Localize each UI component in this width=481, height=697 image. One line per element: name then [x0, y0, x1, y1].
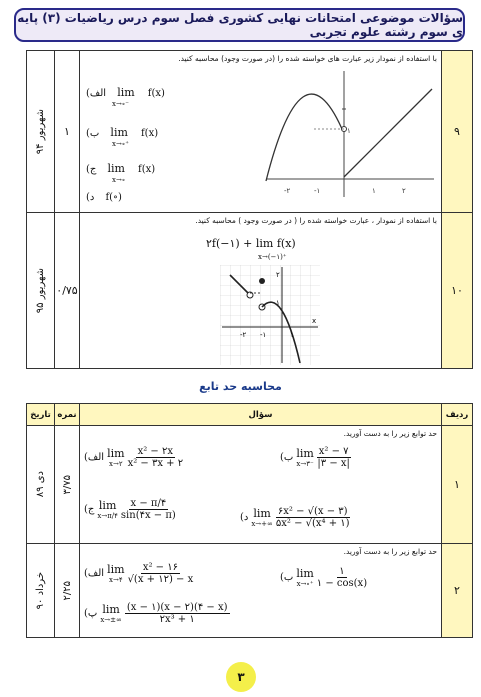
limit-sub: x→۴	[109, 576, 123, 584]
questions-table-2	[26, 403, 473, 638]
numerator: ۱	[339, 566, 345, 577]
part-label: (ب	[86, 128, 100, 139]
denominator: |۳ − x|	[317, 458, 350, 469]
part-label: (ج	[86, 164, 97, 175]
question-cell	[80, 426, 442, 544]
function-graph	[220, 265, 320, 365]
limit-word: lim	[296, 447, 314, 460]
denominator: ۵x² − √(x⁴ + ۱)	[275, 518, 350, 529]
part-b	[280, 446, 351, 469]
score-text: ۲/۲۵	[61, 580, 73, 601]
tick-label: -۱	[314, 187, 321, 195]
question-cell	[80, 51, 442, 213]
limit-word: lim	[107, 563, 125, 576]
numerator: (x − ۱)(x − ۲)(۴ − x)	[126, 602, 228, 613]
table-row	[27, 426, 473, 544]
numerator: x² − ۱۶	[142, 562, 178, 573]
limit-word: lim	[110, 126, 128, 139]
limit-word: lim	[296, 567, 314, 580]
part-c	[84, 498, 176, 521]
tick-label: -۲	[284, 187, 291, 195]
numerator: x² − ۲x	[137, 446, 174, 457]
score-cell	[55, 426, 80, 544]
part-a	[84, 446, 183, 469]
page-number: ۳	[226, 662, 256, 692]
table-row	[27, 544, 473, 638]
question-cell	[80, 544, 442, 638]
limit-sub: x→∘	[112, 176, 126, 184]
y-tick: ۲	[276, 271, 280, 279]
page-title: سؤالات موضوعی امتحانات نهایی کشوری فصل سوم درس ریاضیات (۳) پایه ی سوم رشته علوم تجربی	[14, 8, 465, 42]
limit-sub: x→∘⁺	[296, 580, 314, 588]
question-text: با استفاده از نمودار زیر عبارت های خواسته شده را (در صورت وجود) محاسبه کنید.	[178, 54, 437, 63]
question-cell	[80, 213, 442, 369]
x-tick: ۱	[290, 331, 294, 339]
part-d	[240, 506, 350, 529]
header-score: نمره	[55, 404, 80, 426]
score-cell	[55, 544, 80, 638]
part-label: (الف	[86, 88, 107, 99]
denominator: sin(۴x − π)	[120, 510, 176, 521]
limit-word: lim	[98, 499, 117, 512]
header-date: تاریخ	[27, 404, 55, 426]
score-cell: ۰/۷۵	[55, 213, 80, 369]
limit-sub: x→∘⁺	[112, 140, 129, 148]
part-label: (د	[240, 512, 249, 523]
date-text: شهریور ۹۵	[35, 267, 46, 314]
part-label: (پ	[84, 608, 98, 619]
f-of-zero: f(∘)	[105, 192, 122, 203]
limit-word: lim	[107, 447, 125, 460]
x-axis-label: x	[312, 317, 317, 325]
part-a	[84, 562, 193, 585]
part-label: (ب	[280, 452, 294, 463]
denominator: x² − ۳x + ۲	[127, 458, 184, 469]
limit-word: lim	[253, 507, 271, 520]
table-row	[27, 213, 473, 369]
denominator: ۱ − cos(x)	[316, 578, 368, 589]
row-number: ۹	[442, 51, 473, 213]
expression-sub: x→(−۱)⁺	[258, 253, 287, 261]
part-label: (الف	[84, 452, 105, 463]
header-row: ردیف	[442, 404, 473, 426]
date-text: دی ۸۹	[35, 471, 46, 498]
question-text: حد توابع زیر را به دست آورید.	[343, 547, 437, 556]
date-cell	[27, 544, 55, 638]
table-header	[27, 404, 473, 426]
row-number: ۱	[442, 426, 473, 544]
y-tick: ۱	[276, 299, 280, 307]
section-title: محاسبه حد تابع	[199, 380, 282, 393]
denominator: ۲x³ + ۱	[159, 614, 195, 625]
table-row	[27, 51, 473, 213]
part-c	[86, 157, 206, 184]
x-tick: -۲	[240, 331, 247, 339]
limit-sub: x→∘⁻	[112, 100, 129, 108]
questions-table-1	[26, 50, 473, 369]
date-text: شهریور ۹۴	[35, 108, 46, 155]
part-c	[84, 602, 230, 625]
question-text: حد توابع زیر را به دست آورید.	[343, 429, 437, 438]
part-a	[86, 81, 206, 108]
part-b	[280, 566, 367, 589]
y-label: ۱	[347, 127, 351, 135]
limit-word: lim	[107, 162, 125, 175]
date-cell	[27, 426, 55, 544]
limit-sub: x→۲	[109, 460, 123, 468]
function-graph	[256, 69, 436, 199]
fx: f(x)	[140, 128, 159, 139]
limit-word: lim	[102, 603, 120, 616]
part-label: (ب	[280, 572, 294, 583]
tick-label: ۱	[372, 187, 376, 195]
x-tick: -۱	[260, 331, 267, 339]
numerator: ۶x² − √(x − ۳)	[277, 506, 348, 517]
expression: ۲f(−۱) + lim f(x)	[206, 237, 296, 250]
numerator: x² − ۷	[318, 446, 349, 457]
numerator: x − π/۴	[130, 498, 167, 509]
date-cell	[27, 51, 55, 213]
header-question: سؤال	[80, 404, 442, 426]
limit-sub: x→π/۴	[97, 512, 118, 520]
score-cell: ۱	[55, 51, 80, 213]
limit-sub: x→±∞	[100, 616, 122, 624]
part-label: (الف	[84, 568, 105, 579]
date-text: خرداد ۹۰	[35, 571, 46, 610]
tick-label: ۲	[402, 187, 406, 195]
limit-sub: x→+∞	[251, 520, 273, 528]
part-b	[86, 121, 206, 148]
row-number: ۱۰	[442, 213, 473, 369]
denominator: √(x + ۱۲) − x	[127, 574, 194, 585]
question-text: با استفاده از نمودار ، عبارت خواسته شده را ( در صورت وجود ) محاسبه کنید.	[195, 216, 437, 225]
date-cell	[27, 213, 55, 369]
limit-sub: x→۳⁻	[296, 460, 314, 468]
fx: f(x)	[138, 164, 156, 175]
limit-word: lim	[117, 86, 135, 99]
fx: f(x)	[147, 88, 165, 99]
part-d	[86, 185, 122, 204]
score-text: ۳/۷۵	[61, 474, 73, 495]
row-number: ۲	[442, 544, 473, 638]
part-label: (ج	[84, 504, 95, 515]
part-label: (د	[86, 192, 95, 203]
